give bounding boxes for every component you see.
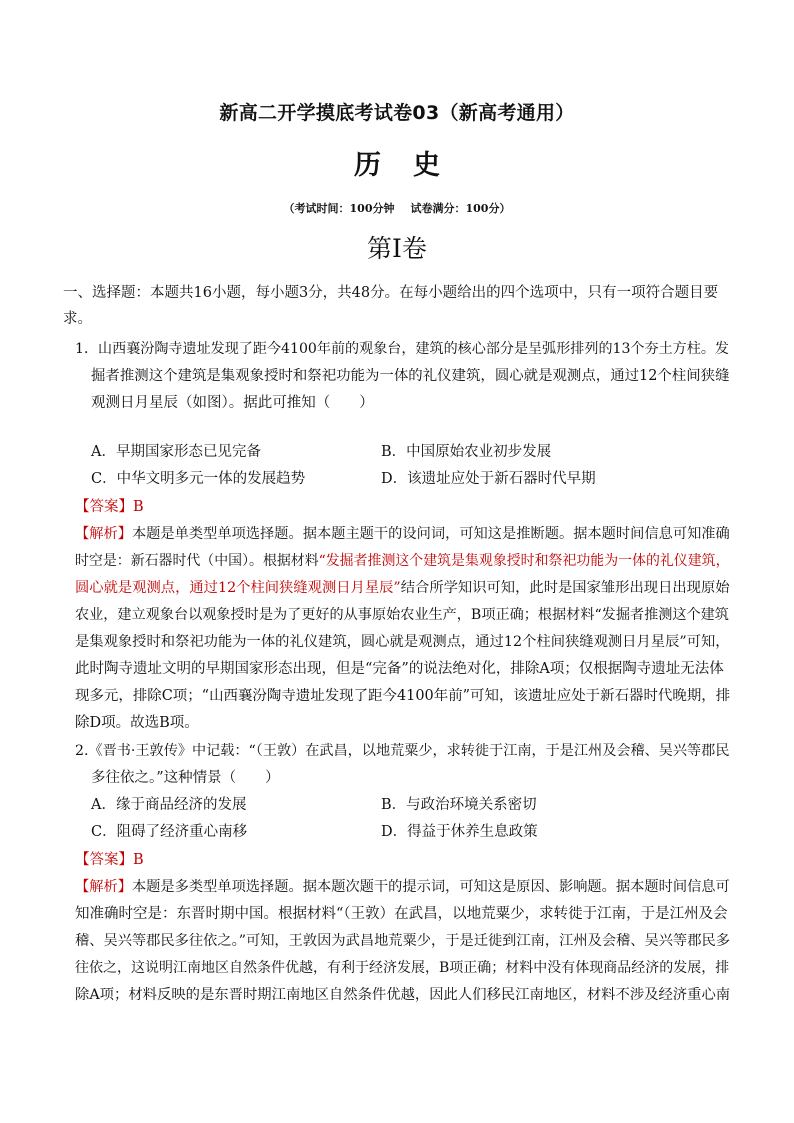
analysis-tag: 【解析】 [75, 879, 132, 895]
section-instruction-line: 一、选择题：本题共16小题，每小题3分，共48分。在每小题给出的四个选项中，只有一项符合题目要 [63, 285, 719, 301]
subject-char-1: 历 [354, 150, 381, 181]
question-1-analysis [75, 524, 730, 544]
question-2-option-b: B．与政治环境关系密切 [381, 797, 537, 813]
section-instruction-line: 求。 [63, 311, 92, 327]
question-2-analysis: 知准确时空是：东晋时期中国。根据材料“（王敦）在武昌，以地荒粟少，求转徙于江南，于是江州及会 [75, 906, 728, 922]
question-1-stem: 观测日月星辰（如图）。据此可推知（ ） [91, 395, 374, 411]
question-1-answer [75, 497, 144, 517]
exam-time: （考试时间：100分钟 [283, 202, 395, 215]
analysis-quoted-material: “发掘者推测这个建筑是集观象授时和祭祀功能为一体的礼仪建筑， [318, 553, 730, 569]
subject-title [0, 143, 794, 182]
question-2-analysis: 往依之，这说明江南地区自然条件优越，有利于经济发展，B项正确；材料中没有体现商品经济的发展，排 [75, 960, 730, 976]
analysis-text: 本题是多类型单项选择题。据本题次题干的提示词，可知这是原因、影响题。据本题时间信息可 [131, 879, 730, 895]
question-2-analysis [75, 877, 730, 897]
question-2-option-c: C．阻碍了经济重心南移 [91, 824, 248, 840]
question-1-analysis [75, 551, 730, 571]
question-2-option-a: A．缘于商品经济的发展 [91, 797, 247, 813]
question-1-option-a: A．早期国家形态已见完备 [91, 444, 261, 460]
question-2-stem: 2.《晋书·王敦传》中记载：“（王敦）在武昌，以地荒粟少，求转徙于江南，于是江州及会稽、吴兴等郡民 [75, 743, 730, 759]
answer-tag: 【答案】 [75, 499, 133, 515]
question-2-option-d: D．得益于休养生息政策 [381, 824, 538, 840]
question-1-analysis: 此时陶寺遗址文明的早期国家形态出现，但是“完备”的说法绝对化，排除A项；仅根据陶寺遗址无法体 [75, 661, 724, 677]
subject-char-2: 史 [413, 150, 440, 181]
question-1-option-c: C．中华文明多元一体的发展趋势 [91, 471, 306, 487]
answer-tag: 【答案】 [75, 852, 133, 868]
analysis-text: 时空是：新石器时代（中国）。根据材料 [75, 553, 319, 569]
exam-title: 新高二开学摸底考试卷03（新高考通用） [219, 102, 575, 124]
question-2-answer [75, 850, 144, 870]
question-2-stem: 多往依之。”这种情景（ ） [91, 770, 280, 786]
analysis-text: 结合所学知识可知，此时是国家雏形出现日出现原始 [400, 580, 730, 596]
analysis-text: 本题是单类型单项选择题。据本题主题干的设问词，可知这是推断题。据本题时间信息可知准确 [131, 526, 730, 542]
analysis-tag: 【解析】 [75, 526, 132, 542]
exam-info [0, 200, 794, 216]
question-1-option-b: B．中国原始农业初步发展 [381, 444, 552, 460]
answer-value: B [133, 499, 144, 515]
question-1-option-d: D．该遗址应处于新石器时代早期 [381, 471, 596, 487]
question-2-analysis: 除A项；材料反映的是东晋时期江南地区自然条件优越，因此人们移民江南地区，材料不涉及经济重心南 [75, 987, 731, 1003]
question-1-stem: 掘者推测这个建筑是集观象授时和祭祀功能为一体的礼仪建筑，圆心就是观测点，通过12个柱间狭缝 [91, 368, 730, 384]
exam-score: 试卷满分：100分） [410, 202, 511, 215]
question-1-analysis [75, 578, 730, 598]
question-1-analysis: 是集观象授时和祭祀功能为一体的礼仪建筑，圆心就是观测点，通过12个柱间狭缝观测日月星辰”可知， [75, 634, 730, 650]
question-2-analysis: 稽、吴兴等郡民多往依之。”可知，王敦因为武昌地荒粟少，于是迁徙到江南，江州及会稽、吴兴等郡民多 [75, 933, 730, 949]
question-1-analysis: 现多元，排除C项；“山西襄汾陶寺遗址发现了距今4100年前”可知，该遗址应处于新石器时代晚期，排 [75, 688, 731, 704]
question-1-analysis: 除D项。故选B项。 [75, 715, 199, 731]
question-1-analysis: 农业，建立观象台以观象授时是为了更好的从事原始农业生产，B项正确；根据材料“发掘者推测这个建筑 [75, 607, 729, 623]
answer-value: B [133, 852, 144, 868]
analysis-quoted-material: 圆心就是观测点，通过12个柱间狭缝观测日月星辰” [75, 580, 401, 596]
volume-heading: 第Ⅰ卷 [367, 234, 427, 263]
question-1-stem: 1．山西襄汾陶寺遗址发现了距今4100年前的观象台，建筑的核心部分是呈弧形排列的13个夯土方柱。发 [75, 341, 729, 357]
